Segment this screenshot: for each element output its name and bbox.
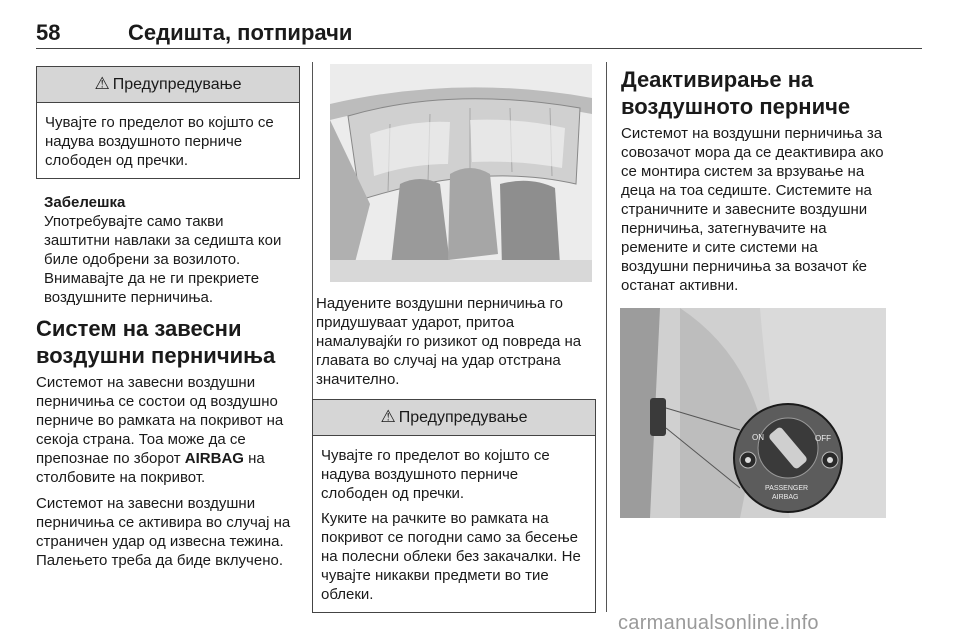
column-2	[312, 294, 596, 613]
warning-title-2: Предупредување	[398, 409, 528, 426]
column-3	[621, 66, 887, 295]
warning-triangle-icon: ⚠	[94, 74, 110, 93]
header-rule	[36, 48, 922, 49]
note-label: Забелешка	[44, 194, 126, 211]
switch-passenger-label: PASSENGER	[765, 485, 809, 492]
warning-header	[37, 67, 299, 103]
para-text-end: на столбовите на покривот.	[36, 450, 265, 486]
switch-on-label: ON	[752, 433, 764, 442]
switch-off-label: OFF	[815, 434, 831, 443]
deactivation-heading: Деактивирање на воздушното перниче	[621, 67, 851, 119]
curtain-airbag-para-2: Системот на завесни воздушни перничиња се активира во случај на страничен удар од извесна тежина. Палењето треба да биде вклучено.	[36, 495, 291, 569]
warning-body	[37, 103, 299, 178]
switch-airbag-label: AIRBAG	[772, 494, 799, 501]
curtain-airbag-para-1	[36, 373, 300, 487]
note-text: Употребувајте само такви заштитни навлаки за седишта кои биле одобрени за возилото. Внимавајте да не ги прекриете воздушните перничиња.	[44, 213, 282, 306]
note-block	[44, 193, 292, 307]
warning-text-2b: Куките на рачките во рамката на покривот се погодни само за бесење на полесни облеки без закачалки. Не чувајте никакви предмети во тие облеки.	[321, 510, 581, 603]
warning-text: Чувајте го пределот во којшто се надува воздушното перниче слободен од пречки.	[45, 114, 274, 169]
warning-box	[36, 66, 300, 179]
warning-body-2	[313, 436, 595, 612]
section-title: Седишта, потпирачи	[128, 20, 353, 45]
deactivation-switch-illustration	[620, 308, 886, 518]
warning-box-2	[312, 399, 596, 613]
column-divider-2	[606, 62, 607, 612]
warning-triangle-icon: ⚠	[380, 407, 396, 426]
warning-title: Предупредување	[112, 76, 242, 93]
column-1	[36, 66, 300, 570]
watermark: carmanualsonline.info	[618, 612, 819, 634]
curtain-airbag-illustration	[330, 64, 592, 282]
curtain-airbag-heading: Систем на завесни воздушни перничиња	[36, 316, 276, 368]
illustration-caption: Надуените воздушни перничиња го придушуваат ударот, притоа намалувајќи го ризикот од повреда на главата во случај на удар отстрана значително.	[316, 295, 582, 388]
deactivation-para: Системот на воздушни перничиња за совозачот мора да се деактивира ако се монтира систем за врзување на деца на тоа седиште. Системите на страничните и завесните воздушни перничиња, затегнувачите на ремените и сите системи на воздушни перничиња за возачот ќе останат активни.	[621, 125, 884, 294]
warning-header-2	[313, 400, 595, 436]
page-header	[36, 16, 922, 50]
page-number: 58	[36, 20, 61, 45]
para-text-start: Системот на завесни воздушни перничиња се состои од воздушно перниче во рамката на покривот на секоја страна. Тоа може да се препознае по зборот	[36, 374, 284, 467]
airbag-word: AIRBAG	[184, 450, 244, 467]
warning-text-2a: Чувајте го пределот во којшто се надува воздушното перниче слободен од пречки.	[321, 447, 550, 502]
